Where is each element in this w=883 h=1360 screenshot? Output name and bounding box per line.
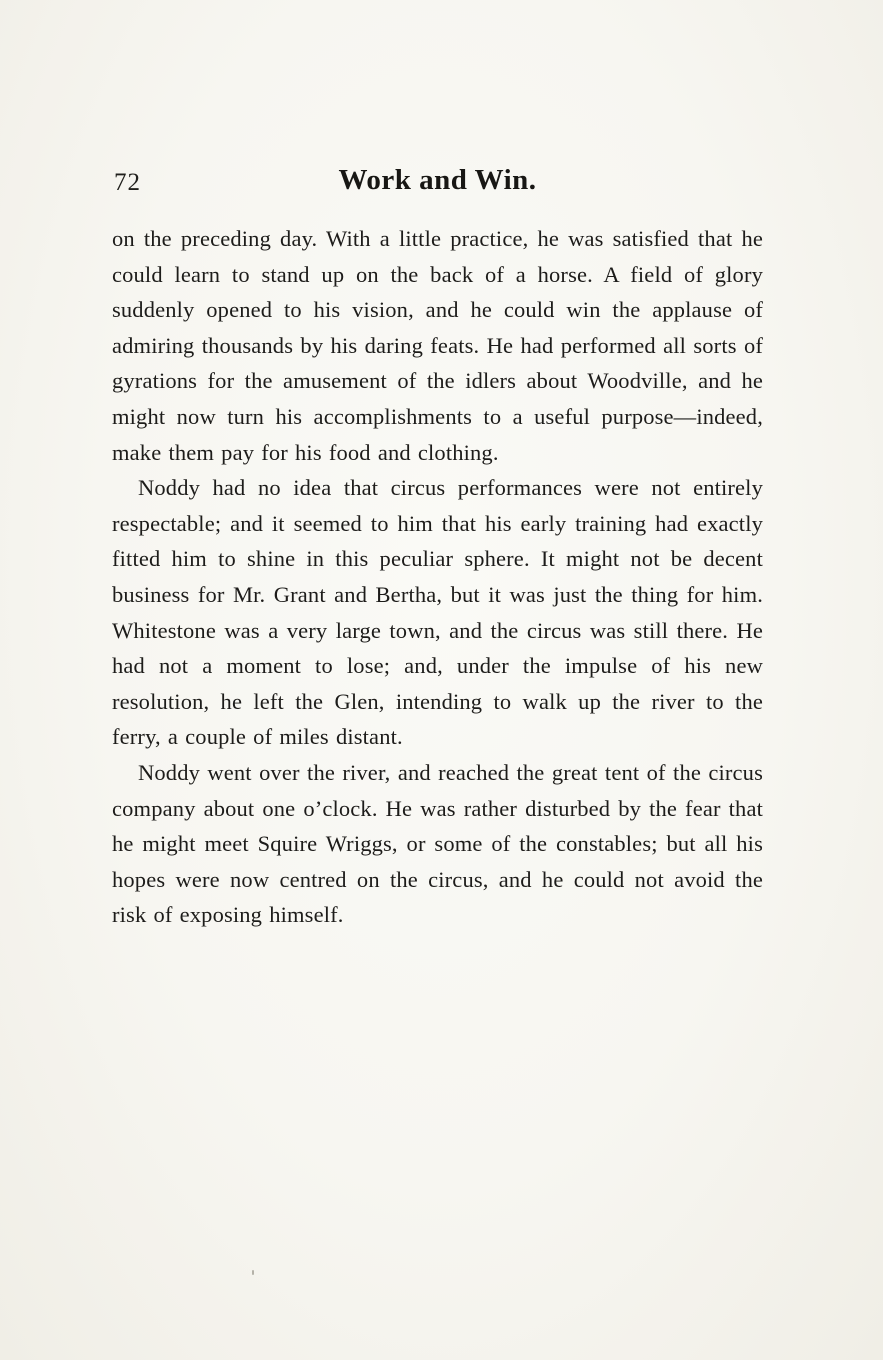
page-number: 72 (114, 169, 141, 196)
page-body (112, 221, 763, 933)
running-title: Work and Win. (338, 164, 537, 196)
paragraph-1: on the preceding day. With a little practice, he was satisfied that he could learn to stand up on the back of a horse. A field of glory suddenly opened to his vision, and he could win the applause of admiring thousands by his daring feats. He had performed all sorts of gyrations for the amusement of the idlers about Woodville, and he might now turn his accomplishments to a useful purpose—indeed, make them pay for his food and clothing. (112, 226, 763, 465)
scan-artifact (252, 1270, 254, 1275)
page-header (112, 163, 763, 197)
paragraph-3: Noddy went over the river, and reached the great tent of the circus company about one o’clock. He was rather disturbed by the fear that he might meet Squire Wriggs, or some of the constables; but all his hopes were now centred on the circus, and he could not avoid the risk of exposing himself. (112, 759, 763, 928)
paragraph-2: Noddy had no idea that circus performances were not entirely respectable; and it seemed to him that his early training had exactly fitted him to shine in this peculiar sphere. It might not be decent business for Mr. Grant and Bertha, but it was just the thing for him. Whitestone was a very large town, and the circus was still there. He had not a moment to lose; and, under the impulse of his new resolution, he left the Glen, intending to walk up the river to the ferry, a couple of miles distant. (112, 475, 763, 750)
